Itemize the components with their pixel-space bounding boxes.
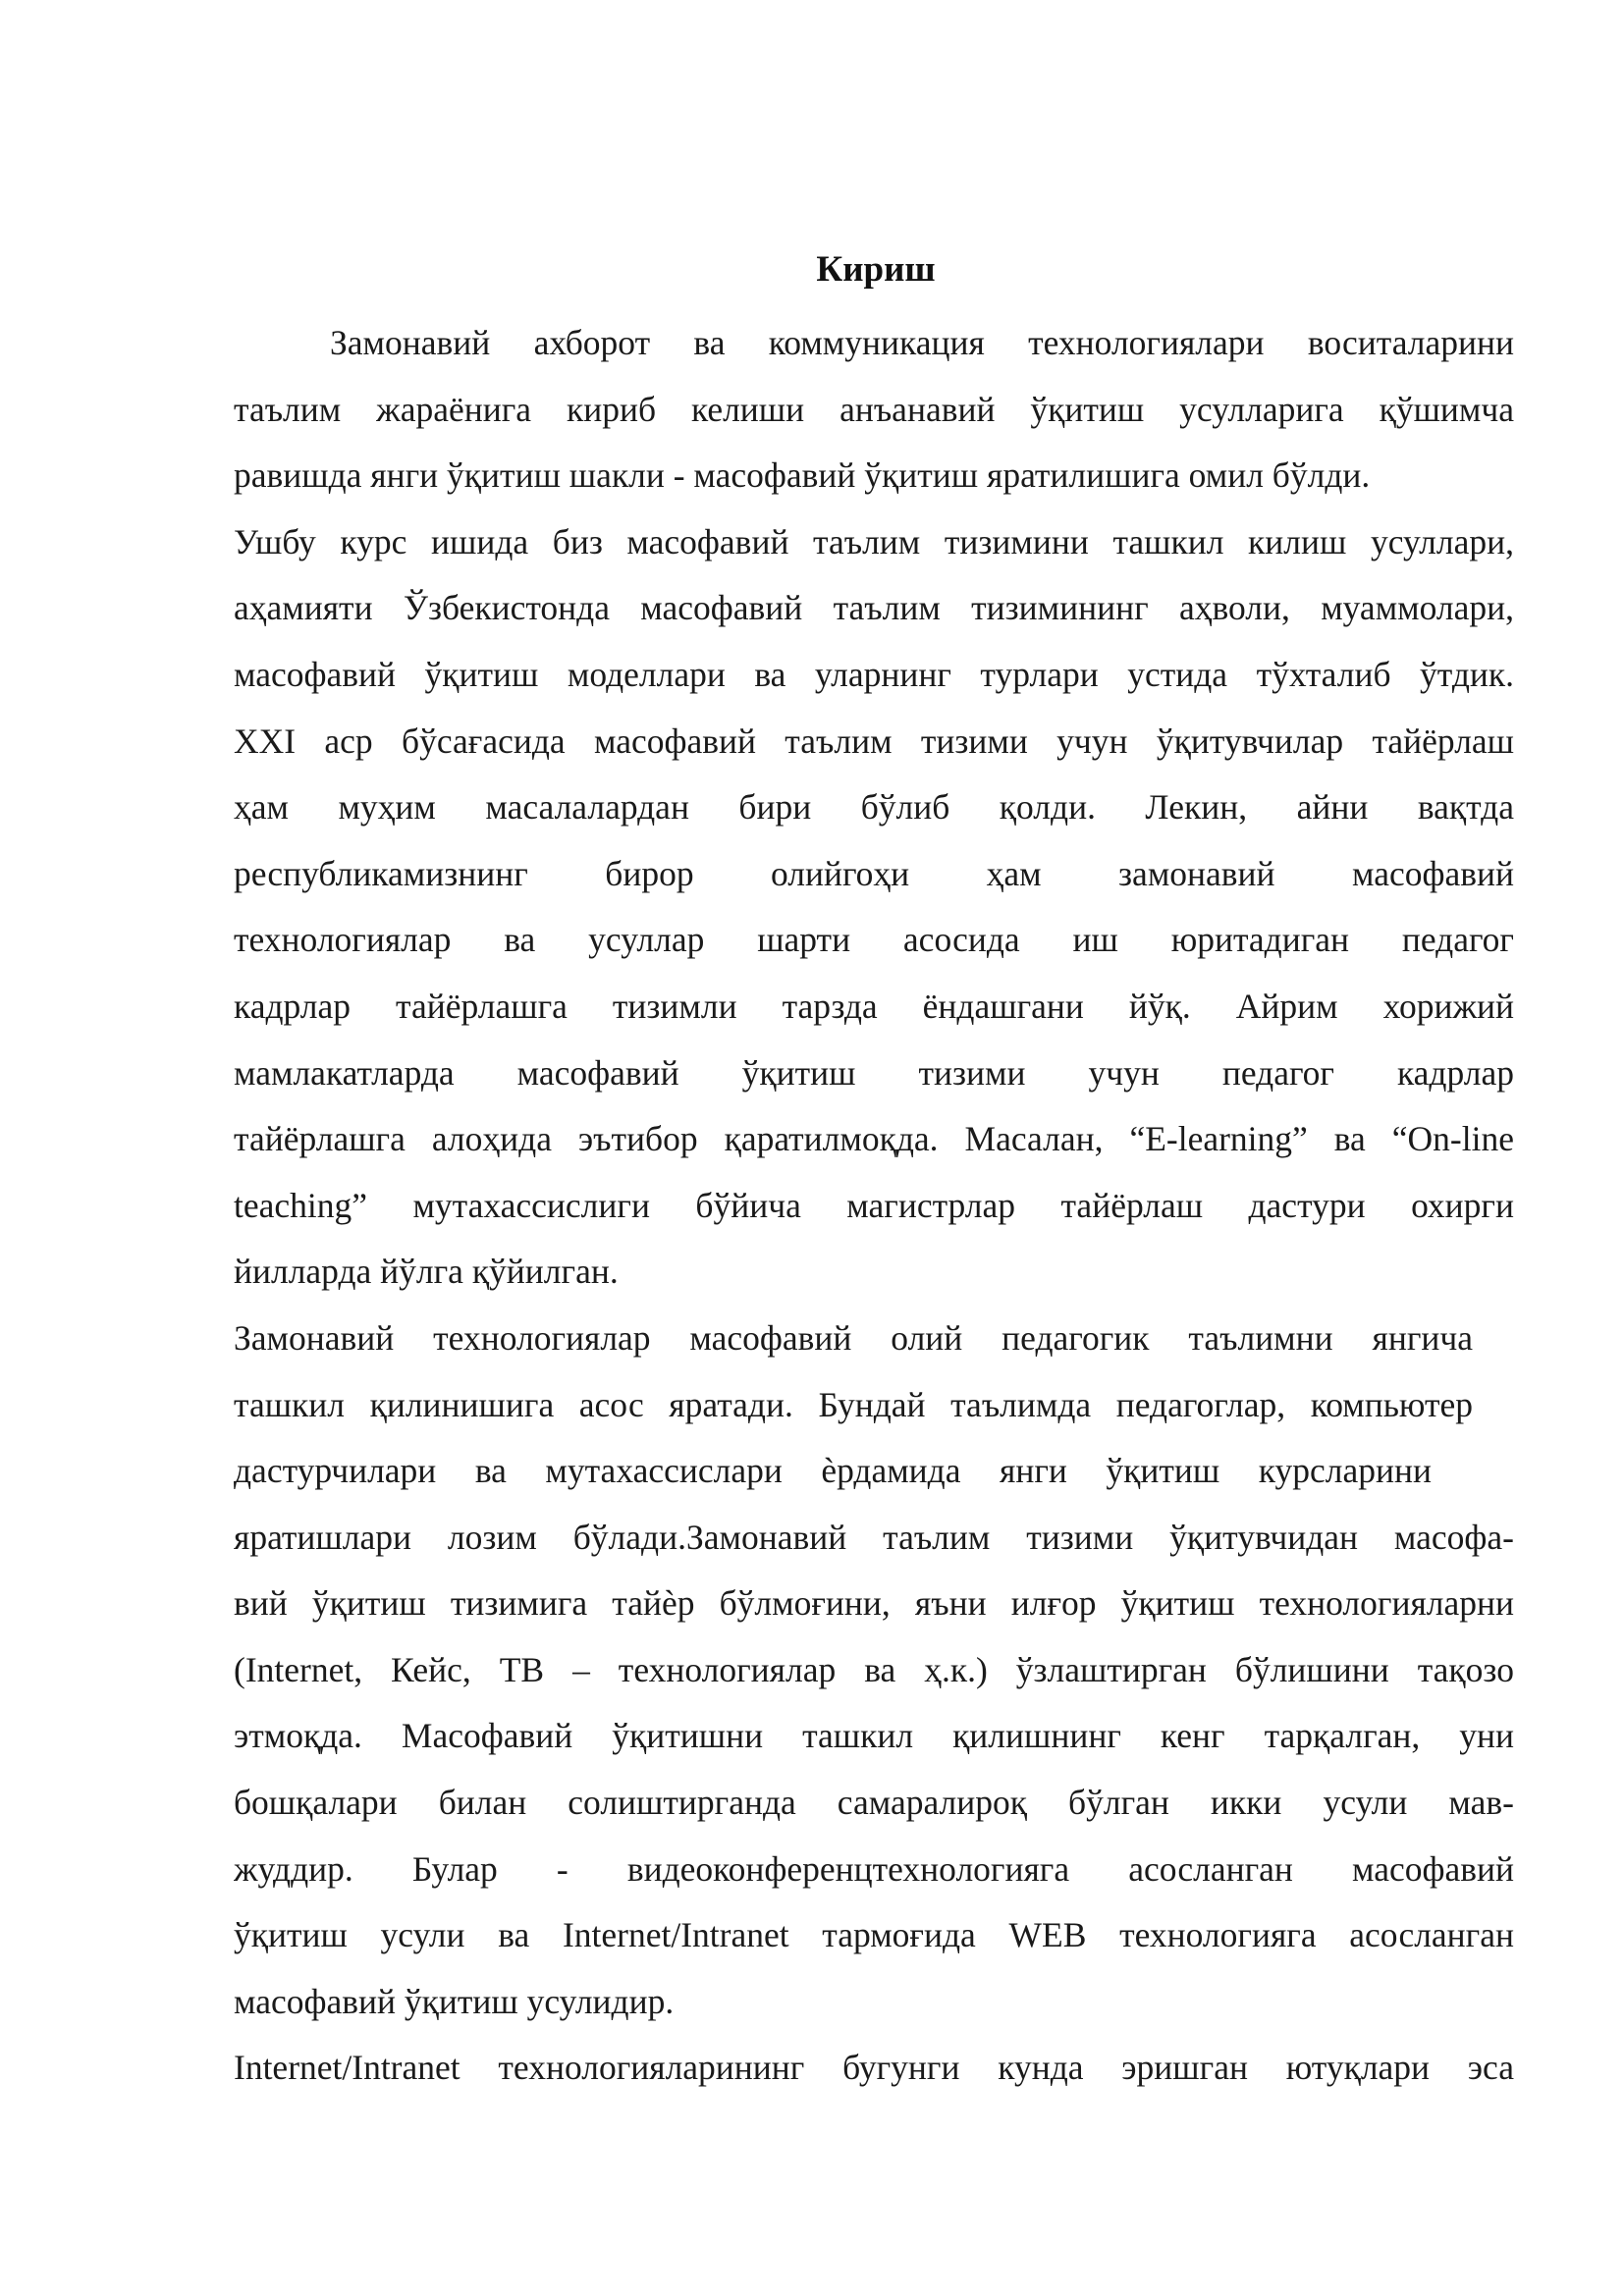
body-text [234,310,1514,2102]
text-line: республикамизнинг бирор олийгоҳи ҳам замонавий масофавий [234,853,1514,893]
text-line: XXI аср бўсағасида масофавий таълим тизими учун ўқитувчилар тайёрлаш [234,721,1514,761]
text-line: Замонавий технологиялар масофавий олий педагогик таълимни янгича [234,1317,1473,1358]
page-title: Кириш [816,249,936,290]
text-line: яратишлари лозим бўлади.Замонавий таълим тизими ўқитувчидан масофа- [234,1517,1514,1557]
text-line: ҳам муҳим масалалардан бири бўлиб қолди. Лекин, айни вақтда [234,787,1514,828]
text-line: кадрлар тайёрлашга тизимли тарзда ёндашгани йўқ. Айрим хорижий [234,986,1514,1026]
text-line: технологиялар ва усуллар шарти асосида иш юритадиган педагог [234,920,1514,960]
text-line: тайёрлашга алоҳида эътибор қаратилмоқда. Масалан, “E-learning” ва “On-line [234,1119,1514,1159]
text-line: вий ўқитиш тизимига тайѐр бўлмоғини, яъни илғор ўқитиш технологияларни [234,1583,1514,1624]
text-line: Замонавий ахборот ва коммуникация технологиялари воситаларини [330,323,1514,362]
text-line: ўқитиш усули ва Internet/Intranet тармоғида WEB технологияга асосланган [234,1915,1514,1955]
text-line: масофавий ўқитиш усулидир. [234,1981,675,2021]
text-line: масофавий ўқитиш моделлари ва уларнинг турлари устида тўхталиб ўтдик. [234,654,1514,694]
text-line: бошқалари билан солиштирганда самаралироқ бўлган икки усули мав- [234,1783,1514,1823]
text-line: teaching” мутахассислиги бўйича магистрлар тайёрлаш дастури охирги [234,1185,1514,1225]
text-line: (Internet, Кейс, ТВ – технологиялар ва ҳ.к.) ўзлаштирган бўлишини тақозо [234,1649,1514,1689]
text-line: дастурчилари ва мутахассислари ѐрдамида янги ўқитиш курсларини [234,1451,1432,1491]
text-line: Internet/Intranet технологияларининг бугунги кунда эришган ютуқлари эса [234,2048,1514,2088]
text-line: жуддир. Булар - видеоконференцтехнологияга асосланган масофавий [234,1848,1514,1889]
text-line: ташкил қилинишига асос яратади. Бундай таълимда педагоглар, компьютер [234,1384,1473,1424]
text-line: мамлакатларда масофавий ўқитиш тизими учун педагог кадрлар [234,1052,1514,1093]
text-line: таълим жараёнига кириб келиши анъанавий ўқитиш усулларига қўшимча [234,389,1514,429]
text-line: аҳамияти Ўзбекистонда масофавий таълим тизимининг аҳволи, муаммолари, [234,588,1514,628]
text-line: равишда янги ўқитиш шакли - масофавий ўқитиш яратилишига омил бўлди. [234,455,1371,496]
text-line: этмоқда. Масофавий ўқитишни ташкил қилишнинг кенг тарқалган, уни [234,1716,1514,1756]
text-line: йилларда йўлга қўйилган. [234,1252,619,1292]
text-line: Ушбу курс ишида биз масофавий таълим тизимини ташкил килиш усуллари, [234,521,1514,561]
